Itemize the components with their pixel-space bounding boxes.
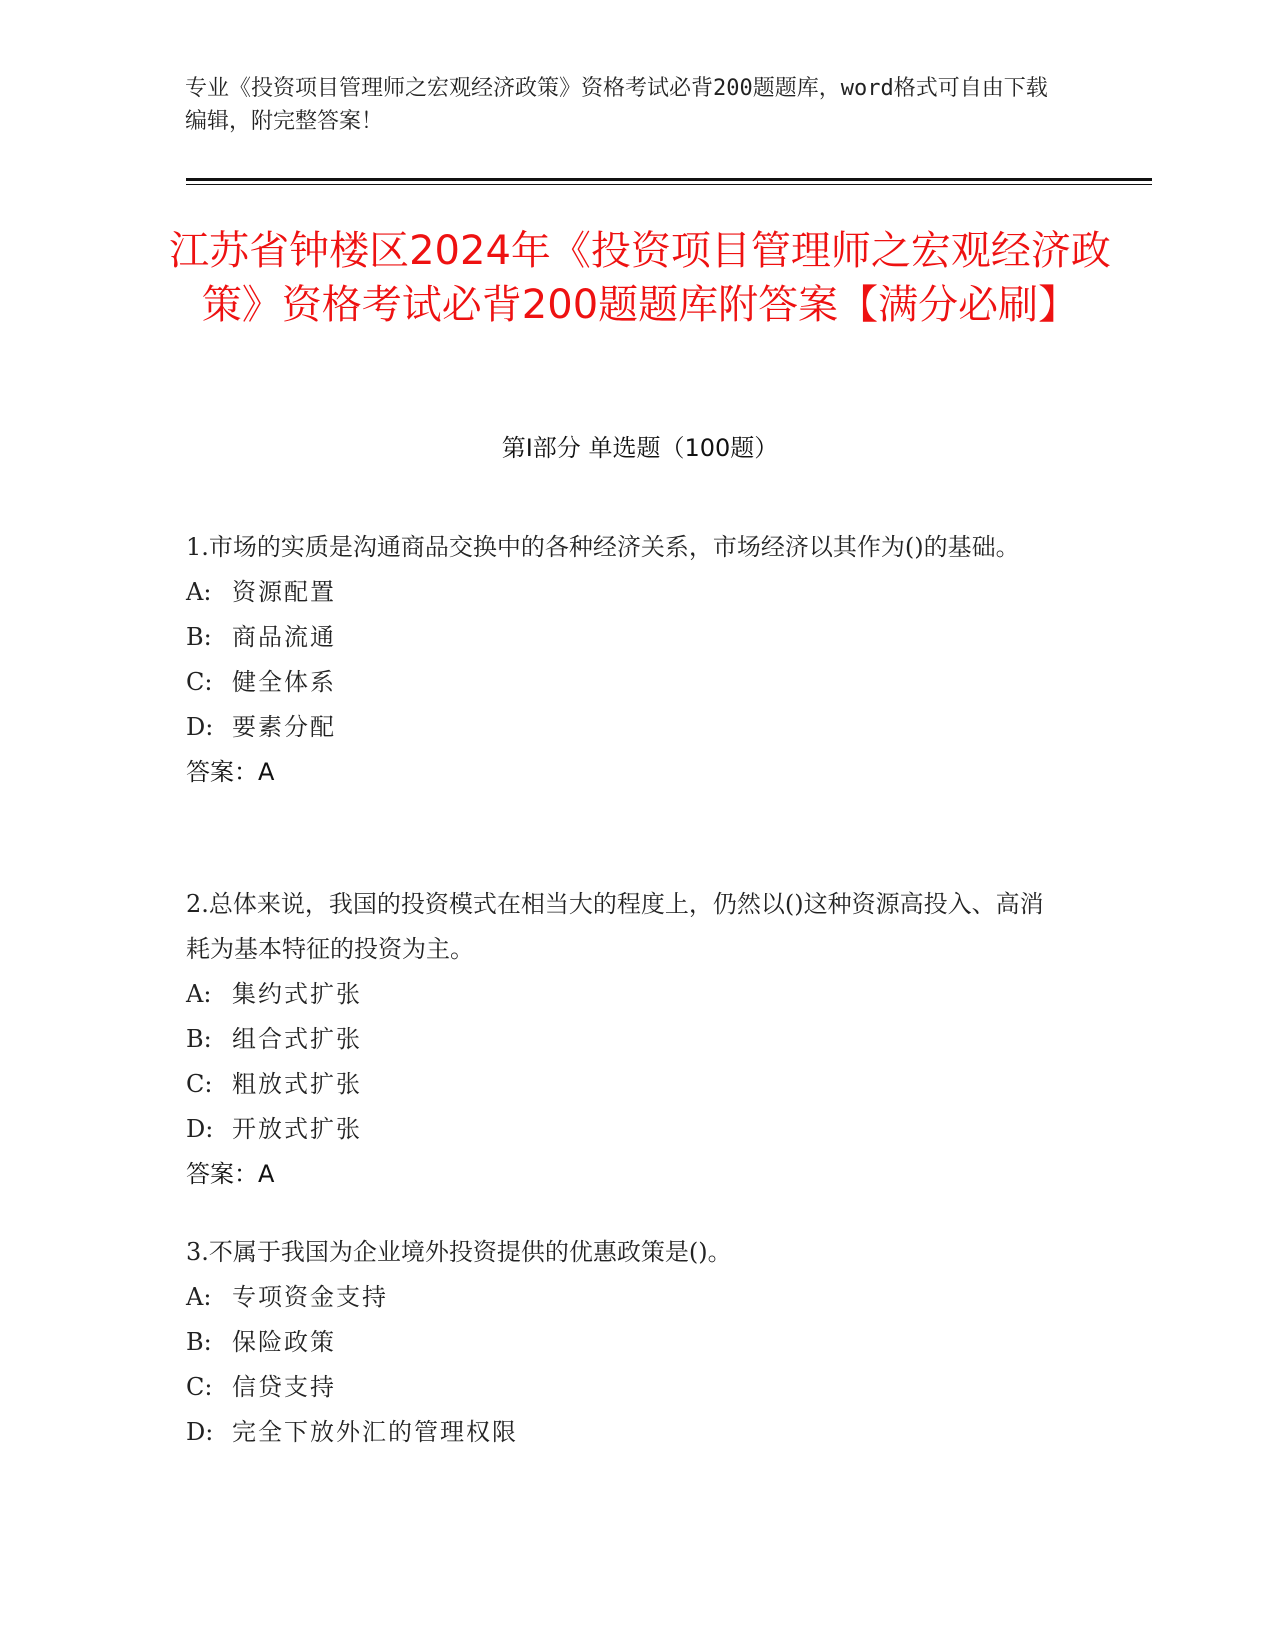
option-letter: B: bbox=[186, 1025, 212, 1053]
option-text: 组合式扩张 bbox=[232, 1025, 362, 1053]
option-text: 资源配置 bbox=[232, 578, 336, 606]
question-2 bbox=[186, 882, 1066, 1197]
option-text: 健全体系 bbox=[232, 668, 336, 696]
option-text: 专项资金支持 bbox=[232, 1283, 388, 1311]
option-b bbox=[186, 1017, 1066, 1062]
option-letter: C: bbox=[186, 1070, 213, 1098]
option-text: 开放式扩张 bbox=[232, 1115, 362, 1143]
header-note: 专业《投资项目管理师之宏观经济政策》资格考试必背200题题库，word格式可自由下载编辑，附完整答案！ bbox=[185, 76, 1048, 134]
option-letter: C: bbox=[186, 1373, 213, 1401]
option-text: 商品流通 bbox=[232, 623, 336, 651]
question-stem: 3.不属于我国为企业境外投资提供的优惠政策是()。 bbox=[186, 1238, 732, 1266]
option-d bbox=[186, 1410, 1066, 1455]
option-d bbox=[186, 1107, 1066, 1152]
option-c bbox=[186, 1062, 1066, 1107]
option-letter: A: bbox=[186, 1283, 212, 1311]
option-letter: A: bbox=[186, 980, 212, 1008]
option-letter: D: bbox=[186, 1115, 214, 1143]
header-divider-thin bbox=[186, 184, 1152, 185]
option-text: 信贷支持 bbox=[232, 1373, 336, 1401]
option-letter: B: bbox=[186, 623, 212, 651]
header-divider-thick bbox=[186, 178, 1152, 181]
option-letter: A: bbox=[186, 578, 212, 606]
option-letter: D: bbox=[186, 713, 214, 741]
document-title: 江苏省钟楼区2024年《投资项目管理师之宏观经济政策》资格考试必背200题题库附答案【满分必刷】 bbox=[169, 228, 1111, 328]
option-a bbox=[186, 1275, 1066, 1320]
question-stem: 1.市场的实质是沟通商品交换中的各种经济关系，市场经济以其作为()的基础。 bbox=[186, 533, 1020, 561]
option-c bbox=[186, 1365, 1066, 1410]
option-d bbox=[186, 705, 1066, 750]
option-text: 要素分配 bbox=[232, 713, 336, 741]
question-1 bbox=[186, 525, 1066, 795]
option-letter: C: bbox=[186, 668, 213, 696]
answer-line: 答案：A bbox=[186, 758, 275, 786]
question-3 bbox=[186, 1230, 1066, 1455]
option-letter: B: bbox=[186, 1328, 212, 1356]
option-c bbox=[186, 660, 1066, 705]
option-b bbox=[186, 1320, 1066, 1365]
section-title: 第Ⅰ部分 单选题（100题） bbox=[501, 434, 779, 462]
option-text: 保险政策 bbox=[232, 1328, 336, 1356]
question-stem: 2.总体来说，我国的投资模式在相当大的程度上，仍然以()这种资源高投入、高消耗为基本特征的投资为主。 bbox=[186, 890, 1044, 963]
option-letter: D: bbox=[186, 1418, 214, 1446]
option-text: 集约式扩张 bbox=[232, 980, 362, 1008]
option-text: 完全下放外汇的管理权限 bbox=[232, 1418, 518, 1446]
option-text: 粗放式扩张 bbox=[232, 1070, 362, 1098]
option-b bbox=[186, 615, 1066, 660]
option-a bbox=[186, 972, 1066, 1017]
option-a bbox=[186, 570, 1066, 615]
answer-line: 答案：A bbox=[186, 1160, 275, 1188]
